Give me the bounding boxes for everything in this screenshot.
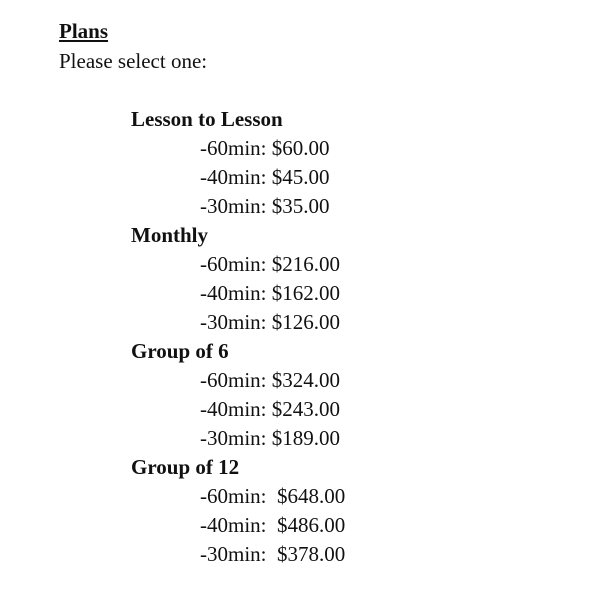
plan-name: Group of 6 [131,339,229,363]
price-row-40min: -40min: $162.00 [200,281,340,305]
plan-group-of-6 [131,337,345,453]
plan-group-of-12 [131,453,345,569]
plan-name: Lesson to Lesson [131,107,283,131]
price-row-30min: -30min: $126.00 [200,310,340,334]
plan-name: Group of 12 [131,455,240,479]
price-row-60min: -60min: $648.00 [200,484,346,508]
price-row-60min: -60min: $60.00 [200,136,330,160]
price-row-30min: -30min: $35.00 [200,194,330,218]
price-row-60min: -60min: $216.00 [200,252,340,276]
plan-name: Monthly [131,223,209,247]
price-row-40min: -40min: $45.00 [200,165,330,189]
plan-monthly [131,221,345,337]
page-title: Plans [59,19,109,43]
plan-lesson-to-lesson [131,105,345,221]
page-subtitle: Please select one: [59,49,208,73]
price-row-40min: -40min: $243.00 [200,397,340,421]
plans-list [131,105,345,569]
price-row-30min: -30min: $378.00 [200,542,346,566]
price-row-30min: -30min: $189.00 [200,426,340,450]
price-row-60min: -60min: $324.00 [200,368,340,392]
price-row-40min: -40min: $486.00 [200,513,346,537]
